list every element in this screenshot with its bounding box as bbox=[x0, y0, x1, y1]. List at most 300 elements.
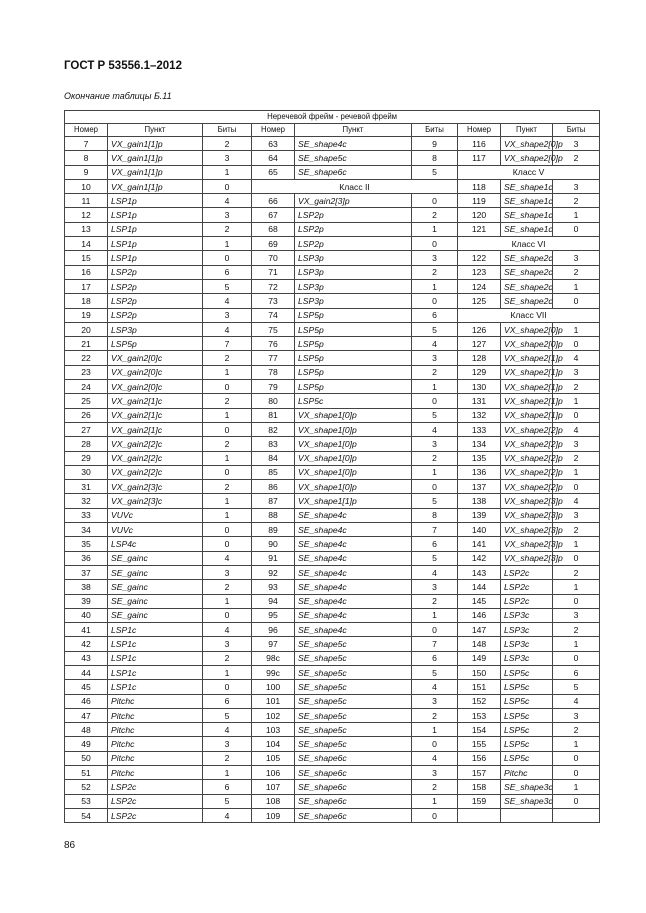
number-cell: 136 bbox=[458, 465, 501, 479]
number-cell: 25 bbox=[65, 394, 108, 408]
bits-cell: 1 bbox=[553, 537, 600, 551]
number-cell: 84 bbox=[252, 451, 295, 465]
number-cell: 128 bbox=[458, 351, 501, 365]
number-cell: 147 bbox=[458, 623, 501, 637]
item-cell: SE_gainc bbox=[108, 594, 203, 608]
number-cell: 104 bbox=[252, 737, 295, 751]
bits-cell: 0 bbox=[412, 237, 458, 251]
item-cell: VX_shape2[1]p bbox=[501, 394, 553, 408]
number-cell: 96 bbox=[252, 623, 295, 637]
bits-cell: 1 bbox=[203, 665, 252, 679]
number-cell: 106 bbox=[252, 766, 295, 780]
bits-cell: 1 bbox=[553, 322, 600, 336]
number-cell: 144 bbox=[458, 580, 501, 594]
table-row bbox=[65, 594, 600, 608]
bits-cell: 3 bbox=[553, 251, 600, 265]
table-row bbox=[65, 723, 600, 737]
number-cell: 40 bbox=[65, 608, 108, 622]
table-row bbox=[65, 422, 600, 436]
bits-cell: 0 bbox=[203, 537, 252, 551]
bits-cell: 0 bbox=[553, 651, 600, 665]
item-cell: VX_gain1[1]p bbox=[108, 179, 203, 193]
item-cell: LSP2p bbox=[295, 237, 412, 251]
table-row bbox=[65, 194, 600, 208]
table-row bbox=[65, 794, 600, 808]
number-cell: 66 bbox=[252, 194, 295, 208]
bits-cell: 1 bbox=[203, 594, 252, 608]
bits-cell: 5 bbox=[203, 794, 252, 808]
bits-cell: 4 bbox=[553, 694, 600, 708]
item-cell: VX_gain2[1]c bbox=[108, 422, 203, 436]
table-row bbox=[65, 337, 600, 351]
number-cell: 47 bbox=[65, 708, 108, 722]
number-cell: 14 bbox=[65, 237, 108, 251]
item-cell: VX_gain2[0]c bbox=[108, 380, 203, 394]
item-cell: LSP2c bbox=[108, 794, 203, 808]
number-cell: 11 bbox=[65, 194, 108, 208]
number-cell: 43 bbox=[65, 651, 108, 665]
bits-cell: 3 bbox=[203, 565, 252, 579]
data-table bbox=[64, 110, 600, 823]
page-number: 86 bbox=[64, 840, 76, 851]
table-row bbox=[65, 465, 600, 479]
class-label-cell: Класс II bbox=[252, 179, 458, 193]
bits-cell: 1 bbox=[203, 237, 252, 251]
item-cell: LSP3p bbox=[295, 279, 412, 293]
item-cell: LSP5c bbox=[501, 737, 553, 751]
number-cell: 133 bbox=[458, 422, 501, 436]
bits-cell: 0 bbox=[203, 523, 252, 537]
table-row bbox=[65, 279, 600, 293]
item-cell: LSP2p bbox=[108, 279, 203, 293]
item-cell: VX_gain2[0]c bbox=[108, 365, 203, 379]
table-row bbox=[65, 580, 600, 594]
item-cell: SE_gainc bbox=[108, 551, 203, 565]
bits-cell: 5 bbox=[412, 494, 458, 508]
bits-cell: 3 bbox=[412, 437, 458, 451]
bits-cell: 5 bbox=[412, 322, 458, 336]
item-cell: LSP2c bbox=[501, 580, 553, 594]
column-header: Пункт bbox=[501, 124, 553, 137]
item-cell: LSP1c bbox=[108, 623, 203, 637]
bits-cell: 0 bbox=[203, 251, 252, 265]
bits-cell: 2 bbox=[412, 780, 458, 794]
item-cell: VX_shape2[2]p bbox=[501, 451, 553, 465]
number-cell: 86 bbox=[252, 480, 295, 494]
item-cell: SE_shape4c bbox=[295, 551, 412, 565]
item-cell: VX_shape2[0]p bbox=[501, 322, 553, 336]
bits-cell: 3 bbox=[412, 351, 458, 365]
number-cell: 80 bbox=[252, 394, 295, 408]
item-cell: VX_gain1[1]p bbox=[108, 151, 203, 165]
number-cell: 71 bbox=[252, 265, 295, 279]
column-header: Номер bbox=[252, 124, 295, 137]
group-header: Неречевой фрейм - речевой фрейм bbox=[65, 111, 600, 124]
bits-cell: 3 bbox=[412, 580, 458, 594]
bits-cell: 1 bbox=[412, 279, 458, 293]
item-cell: VX_gain2[2]c bbox=[108, 451, 203, 465]
number-cell: 82 bbox=[252, 422, 295, 436]
item-cell: VX_shape2[3]p bbox=[501, 508, 553, 522]
item-cell: LSP5c bbox=[501, 680, 553, 694]
number-cell: 63 bbox=[252, 137, 295, 151]
bits-cell: 6 bbox=[412, 537, 458, 551]
table-row bbox=[65, 808, 600, 822]
number-cell: 140 bbox=[458, 523, 501, 537]
column-header: Биты bbox=[412, 124, 458, 137]
number-cell: 118 bbox=[458, 179, 501, 193]
item-cell: SE_shape5c bbox=[295, 151, 412, 165]
item-cell: LSP1p bbox=[108, 208, 203, 222]
bits-cell: 2 bbox=[553, 194, 600, 208]
item-cell: VX_gain2[1]c bbox=[108, 394, 203, 408]
bits-cell: 6 bbox=[203, 694, 252, 708]
item-cell: SE_gainc bbox=[108, 608, 203, 622]
item-cell: LSP2p bbox=[295, 222, 412, 236]
bits-cell: 1 bbox=[553, 279, 600, 293]
item-cell: SE_shape4c bbox=[295, 580, 412, 594]
bits-cell: 4 bbox=[203, 551, 252, 565]
item-cell: VX_gain2[0]c bbox=[108, 351, 203, 365]
item-cell: LSP1c bbox=[108, 651, 203, 665]
bits-cell: 1 bbox=[203, 766, 252, 780]
item-cell bbox=[501, 808, 553, 822]
item-cell: SE_shape6c bbox=[295, 794, 412, 808]
number-cell: 76 bbox=[252, 337, 295, 351]
bits-cell: 7 bbox=[203, 337, 252, 351]
number-cell: 51 bbox=[65, 766, 108, 780]
number-cell: 125 bbox=[458, 294, 501, 308]
number-cell: 49 bbox=[65, 737, 108, 751]
bits-cell: 5 bbox=[203, 708, 252, 722]
bits-cell: 2 bbox=[553, 623, 600, 637]
number-cell: 153 bbox=[458, 708, 501, 722]
bits-cell: 1 bbox=[412, 222, 458, 236]
number-cell: 90 bbox=[252, 537, 295, 551]
item-cell: SE_shape4c bbox=[295, 537, 412, 551]
number-cell: 130 bbox=[458, 380, 501, 394]
item-cell: VX_gain2[2]c bbox=[108, 437, 203, 451]
bits-cell: 3 bbox=[553, 708, 600, 722]
table-row bbox=[65, 308, 600, 322]
number-cell: 141 bbox=[458, 537, 501, 551]
table-row bbox=[65, 351, 600, 365]
number-cell: 97 bbox=[252, 637, 295, 651]
table-row bbox=[65, 751, 600, 765]
bits-cell: 1 bbox=[553, 465, 600, 479]
item-cell: SE_shape6c bbox=[295, 751, 412, 765]
bits-cell: 0 bbox=[203, 380, 252, 394]
bits-cell: 0 bbox=[412, 294, 458, 308]
item-cell: SE_shape4c bbox=[295, 508, 412, 522]
number-cell: 19 bbox=[65, 308, 108, 322]
number-cell: 72 bbox=[252, 279, 295, 293]
document-title: ГОСТ Р 53556.1–2012 bbox=[64, 60, 182, 72]
item-cell: VX_shape2[0]p bbox=[501, 337, 553, 351]
number-cell: 13 bbox=[65, 222, 108, 236]
item-cell: LSP3p bbox=[295, 265, 412, 279]
item-cell: SE_shape2c bbox=[501, 251, 553, 265]
item-cell: SE_shape4c bbox=[295, 523, 412, 537]
table-row bbox=[65, 179, 600, 193]
number-cell: 123 bbox=[458, 265, 501, 279]
bits-cell: 6 bbox=[203, 265, 252, 279]
table-row bbox=[65, 380, 600, 394]
item-cell: VX_gain2[2]c bbox=[108, 465, 203, 479]
bits-cell: 5 bbox=[553, 680, 600, 694]
number-cell: 70 bbox=[252, 251, 295, 265]
item-cell: VX_shape2[2]p bbox=[501, 465, 553, 479]
table-row bbox=[65, 437, 600, 451]
table-row bbox=[65, 523, 600, 537]
bits-cell: 1 bbox=[412, 723, 458, 737]
bits-cell: 2 bbox=[412, 708, 458, 722]
number-cell: 41 bbox=[65, 623, 108, 637]
number-cell: 65 bbox=[252, 165, 295, 179]
number-cell: 121 bbox=[458, 222, 501, 236]
bits-cell: 3 bbox=[553, 137, 600, 151]
bits-cell: 1 bbox=[203, 165, 252, 179]
table-row bbox=[65, 608, 600, 622]
item-cell: LSP5p bbox=[295, 308, 412, 322]
item-cell: SE_shape2c bbox=[501, 294, 553, 308]
bits-cell: 2 bbox=[412, 265, 458, 279]
item-cell: SE_gainc bbox=[108, 580, 203, 594]
bits-cell: 5 bbox=[412, 665, 458, 679]
item-cell: LSP5p bbox=[295, 365, 412, 379]
number-cell: 91 bbox=[252, 551, 295, 565]
number-cell: 99c bbox=[252, 665, 295, 679]
item-cell: LSP5c bbox=[501, 665, 553, 679]
number-cell: 83 bbox=[252, 437, 295, 451]
number-cell: 73 bbox=[252, 294, 295, 308]
bits-cell: 2 bbox=[553, 380, 600, 394]
bits-cell: 2 bbox=[203, 437, 252, 451]
bits-cell: 0 bbox=[553, 480, 600, 494]
number-cell: 88 bbox=[252, 508, 295, 522]
bits-cell: 2 bbox=[203, 480, 252, 494]
item-cell: VX_shape2[0]p bbox=[501, 151, 553, 165]
bits-cell: 2 bbox=[553, 265, 600, 279]
number-cell: 157 bbox=[458, 766, 501, 780]
bits-cell: 0 bbox=[553, 794, 600, 808]
item-cell: SE_shape1c bbox=[501, 179, 553, 193]
bits-cell: 3 bbox=[203, 208, 252, 222]
number-cell: 155 bbox=[458, 737, 501, 751]
number-cell: 102 bbox=[252, 708, 295, 722]
number-cell: 7 bbox=[65, 137, 108, 151]
item-cell: LSP3p bbox=[108, 322, 203, 336]
bits-cell: 4 bbox=[412, 751, 458, 765]
item-cell: VX_shape1[0]p bbox=[295, 480, 412, 494]
number-cell: 38 bbox=[65, 580, 108, 594]
bits-cell: 0 bbox=[553, 766, 600, 780]
number-cell: 131 bbox=[458, 394, 501, 408]
bits-cell: 4 bbox=[553, 494, 600, 508]
number-cell: 22 bbox=[65, 351, 108, 365]
number-cell: 45 bbox=[65, 680, 108, 694]
number-cell: 81 bbox=[252, 408, 295, 422]
bits-cell: 3 bbox=[203, 637, 252, 651]
bits-cell: 4 bbox=[203, 623, 252, 637]
bits-cell: 4 bbox=[553, 351, 600, 365]
bits-cell: 0 bbox=[203, 465, 252, 479]
number-cell: 107 bbox=[252, 780, 295, 794]
item-cell: VX_shape2[2]p bbox=[501, 480, 553, 494]
item-cell: LSP5p bbox=[295, 337, 412, 351]
item-cell: LSP2c bbox=[108, 780, 203, 794]
item-cell: SE_shape6c bbox=[295, 808, 412, 822]
table-caption: Окончание таблицы Б.11 bbox=[64, 91, 172, 101]
number-cell: 92 bbox=[252, 565, 295, 579]
bits-cell: 0 bbox=[412, 480, 458, 494]
item-cell: VX_gain2[3]c bbox=[108, 480, 203, 494]
number-cell: 46 bbox=[65, 694, 108, 708]
item-cell: LSP1c bbox=[108, 680, 203, 694]
bits-cell: 0 bbox=[553, 222, 600, 236]
bits-cell: 4 bbox=[412, 565, 458, 579]
number-cell: 127 bbox=[458, 337, 501, 351]
bits-cell: 0 bbox=[553, 408, 600, 422]
item-cell: LSP1p bbox=[108, 194, 203, 208]
table-row bbox=[65, 451, 600, 465]
number-cell: 36 bbox=[65, 551, 108, 565]
class-label-cell: Класс V bbox=[458, 165, 600, 179]
bits-cell: 8 bbox=[412, 151, 458, 165]
bits-cell: 0 bbox=[412, 194, 458, 208]
column-header: Номер bbox=[65, 124, 108, 137]
bits-cell: 0 bbox=[203, 422, 252, 436]
bits-cell: 3 bbox=[203, 151, 252, 165]
item-cell: LSP5p bbox=[295, 322, 412, 336]
item-cell: SE_shape5c bbox=[295, 694, 412, 708]
number-cell: 145 bbox=[458, 594, 501, 608]
number-cell: 15 bbox=[65, 251, 108, 265]
number-cell bbox=[458, 808, 501, 822]
table-row bbox=[65, 708, 600, 722]
item-cell: VX_gain1[1]p bbox=[108, 137, 203, 151]
item-cell: VX_shape2[1]p bbox=[501, 408, 553, 422]
number-cell: 28 bbox=[65, 437, 108, 451]
item-cell: LSP3c bbox=[501, 651, 553, 665]
table-row bbox=[65, 222, 600, 236]
bits-cell: 1 bbox=[203, 365, 252, 379]
bits-cell: 4 bbox=[203, 723, 252, 737]
item-cell: VX_shape2[2]p bbox=[501, 437, 553, 451]
table-body bbox=[65, 137, 600, 823]
bits-cell: 6 bbox=[553, 665, 600, 679]
number-cell: 154 bbox=[458, 723, 501, 737]
number-cell: 34 bbox=[65, 523, 108, 537]
item-cell: VX_shape1[0]p bbox=[295, 408, 412, 422]
number-cell: 119 bbox=[458, 194, 501, 208]
bits-cell: 1 bbox=[203, 451, 252, 465]
number-cell: 77 bbox=[252, 351, 295, 365]
table-row bbox=[65, 623, 600, 637]
number-cell: 108 bbox=[252, 794, 295, 808]
bits-cell: 2 bbox=[553, 723, 600, 737]
number-cell: 78 bbox=[252, 365, 295, 379]
bits-cell: 1 bbox=[412, 380, 458, 394]
bits-cell: 1 bbox=[553, 637, 600, 651]
item-cell: SE_shape1c bbox=[501, 194, 553, 208]
item-cell: LSP2p bbox=[108, 265, 203, 279]
item-cell: VUVc bbox=[108, 523, 203, 537]
bits-cell: 1 bbox=[553, 580, 600, 594]
number-cell: 87 bbox=[252, 494, 295, 508]
number-cell: 137 bbox=[458, 480, 501, 494]
table-row bbox=[65, 480, 600, 494]
number-cell: 64 bbox=[252, 151, 295, 165]
number-cell: 117 bbox=[458, 151, 501, 165]
number-cell: 120 bbox=[458, 208, 501, 222]
bits-cell: 4 bbox=[553, 422, 600, 436]
item-cell: SE_shape6c bbox=[295, 165, 412, 179]
item-cell: LSP5p bbox=[295, 380, 412, 394]
item-cell: SE_shape4c bbox=[295, 565, 412, 579]
table-row bbox=[65, 494, 600, 508]
item-cell: LSP2c bbox=[108, 808, 203, 822]
class-label-cell: Класс VII bbox=[458, 308, 600, 322]
bits-cell: 3 bbox=[412, 694, 458, 708]
table-row bbox=[65, 694, 600, 708]
number-cell: 50 bbox=[65, 751, 108, 765]
number-cell: 37 bbox=[65, 565, 108, 579]
item-cell: LSP2c bbox=[501, 565, 553, 579]
table-row bbox=[65, 766, 600, 780]
item-cell: LSP2p bbox=[108, 308, 203, 322]
item-cell: SE_shape4c bbox=[295, 623, 412, 637]
number-cell: 139 bbox=[458, 508, 501, 522]
bits-cell: 4 bbox=[412, 337, 458, 351]
item-cell: LSP3p bbox=[295, 251, 412, 265]
bits-cell: 6 bbox=[412, 308, 458, 322]
bits-cell: 6 bbox=[203, 780, 252, 794]
item-cell: SE_shape6c bbox=[295, 766, 412, 780]
bits-cell: 4 bbox=[203, 808, 252, 822]
table-row bbox=[65, 165, 600, 179]
bits-cell: 1 bbox=[553, 208, 600, 222]
bits-cell: 1 bbox=[412, 608, 458, 622]
item-cell: VX_shape1[0]p bbox=[295, 422, 412, 436]
number-cell: 31 bbox=[65, 480, 108, 494]
bits-cell: 2 bbox=[203, 651, 252, 665]
bits-cell: 0 bbox=[203, 179, 252, 193]
number-cell: 29 bbox=[65, 451, 108, 465]
item-cell: LSP4c bbox=[108, 537, 203, 551]
item-cell: VX_shape2[3]p bbox=[501, 551, 553, 565]
item-cell: Pitchc bbox=[108, 751, 203, 765]
number-cell: 52 bbox=[65, 780, 108, 794]
item-cell: LSP5c bbox=[501, 708, 553, 722]
number-cell: 10 bbox=[65, 179, 108, 193]
item-cell: LSP2p bbox=[108, 294, 203, 308]
number-cell: 68 bbox=[252, 222, 295, 236]
item-cell: Pitchc bbox=[108, 766, 203, 780]
table-row bbox=[65, 265, 600, 279]
number-cell: 159 bbox=[458, 794, 501, 808]
bits-cell: 1 bbox=[553, 394, 600, 408]
item-cell: LSP5c bbox=[501, 751, 553, 765]
number-cell: 27 bbox=[65, 422, 108, 436]
item-cell: SE_shape5c bbox=[295, 665, 412, 679]
item-cell: LSP2p bbox=[295, 208, 412, 222]
bits-cell: 1 bbox=[203, 408, 252, 422]
number-cell: 152 bbox=[458, 694, 501, 708]
item-cell: VX_shape2[1]p bbox=[501, 351, 553, 365]
table-row bbox=[65, 537, 600, 551]
number-cell: 39 bbox=[65, 594, 108, 608]
